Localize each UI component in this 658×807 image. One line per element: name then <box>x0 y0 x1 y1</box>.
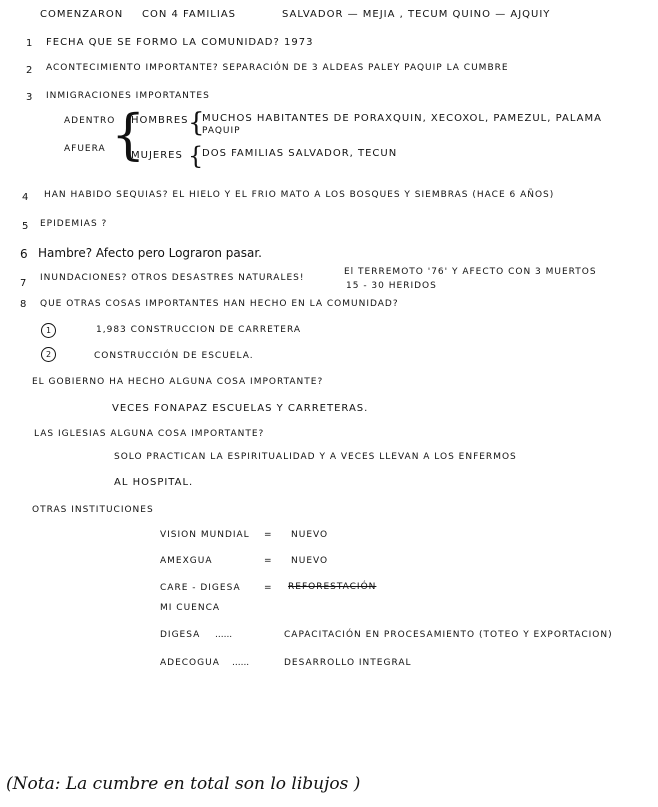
right-brace-top: { <box>188 108 205 138</box>
institution-separator: = <box>264 583 272 593</box>
item-2-text: ACONTECIMIENTO IMPORTANTE? SEPARACIÓN DE 3 ALDEAS PALEY PAQUIP LA CUMBRE <box>46 63 509 73</box>
institution-name: AMEXGUA <box>160 556 213 566</box>
migration-hombres: HOMBRES <box>131 115 189 126</box>
institution-separator: = <box>264 530 272 540</box>
institution-separator: ...... <box>232 658 250 668</box>
institution-name: DIGESA <box>160 630 201 640</box>
churches-question: LAS IGLESIAS ALGUNA COSA IMPORTANTE? <box>34 429 265 439</box>
earthquake-line-2: 15 - 30 HERIDOS <box>346 281 437 291</box>
institution-separator: ...... <box>215 630 233 640</box>
institution-value: REFORESTACIÓN <box>288 582 377 592</box>
item-4-number: 4 <box>22 192 29 203</box>
community-item-2: CONSTRUCCIÓN DE ESCUELA. <box>94 351 254 361</box>
item-7-number: 7 <box>20 278 27 289</box>
churches-answer-1: SOLO PRACTICAN LA ESPIRITUALIDAD Y A VECES LLEVAN A LOS ENFERMOS <box>114 452 517 462</box>
item-1-text: FECHA QUE SE FORMO LA COMUNIDAD? 1973 <box>46 37 314 48</box>
institution-name: VISION MUNDIAL <box>160 530 250 540</box>
institution-value: DESARROLLO INTEGRAL <box>284 658 412 668</box>
item-3-text: INMIGRACIONES IMPORTANTES <box>46 91 210 101</box>
government-answer: VECES FONAPAZ ESCUELAS Y CARRETERAS. <box>112 403 369 414</box>
item-5-text: EPIDEMIAS ? <box>40 219 108 229</box>
migration-hombres-detail-1: MUCHOS HABITANTES DE PORAXQUIN, XECOXOL, PAMEZUL, PALAMA <box>202 113 602 124</box>
migration-hombres-detail-2: PAQUIP <box>202 126 241 136</box>
migration-mujeres: MUJERES <box>131 150 183 161</box>
item-8-number: 8 <box>20 299 27 310</box>
migration-afuera: AFUERA <box>64 144 106 154</box>
item-7-text: INUNDACIONES? OTROS DESASTRES NATURALES! <box>40 273 305 283</box>
institution-name: MI CUENCA <box>160 603 221 613</box>
header-middle: CON 4 FAMILIAS <box>142 9 237 20</box>
item-4-text: HAN HABIDO SEQUIAS? EL HIELO Y EL FRIO MATO A LOS BOSQUES Y SIEMBRAS (HACE 6 AÑOS) <box>44 190 555 200</box>
header-families: SALVADOR — MEJIA , TECUM QUINO — AJQUIY <box>282 9 551 20</box>
right-brace-bottom: { <box>188 142 204 170</box>
item-6-number: 6 <box>20 247 28 261</box>
item-3-number: 3 <box>26 92 33 103</box>
government-question: EL GOBIERNO HA HECHO ALGUNA COSA IMPORTANTE? <box>32 377 324 387</box>
institution-value: NUEVO <box>291 556 329 566</box>
item-5-number: 5 <box>22 221 29 232</box>
migration-adentro: ADENTRO <box>64 116 116 126</box>
migration-mujeres-detail: DOS FAMILIAS SALVADOR, TECUN <box>202 148 398 159</box>
marker-2: 2 <box>41 347 56 362</box>
institutions-title: OTRAS INSTITUCIONES <box>32 505 154 515</box>
item-2-number: 2 <box>26 65 33 76</box>
institution-separator: = <box>264 556 272 566</box>
header-prefix: COMENZARON <box>40 9 124 20</box>
earthquake-line-1: El TERREMOTO '76' Y AFECTO CON 3 MUERTOS <box>344 267 597 277</box>
item-1-number: 1 <box>26 38 33 49</box>
left-brace: { <box>111 103 146 166</box>
marker-1: 1 <box>41 323 56 338</box>
institution-name: ADECOGUA <box>160 658 220 668</box>
community-item-1: 1,983 CONSTRUCCION DE CARRETERA <box>96 325 302 335</box>
item-6-text: Hambre? Afecto pero Lograron pasar. <box>38 246 262 260</box>
item-8-text: QUE OTRAS COSAS IMPORTANTES HAN HECHO EN LA COMUNIDAD? <box>40 299 399 309</box>
bottom-note: (Nota: La cumbre en total son lo libujos ) <box>6 774 361 794</box>
churches-answer-2: AL HOSPITAL. <box>114 477 194 488</box>
institution-name: CARE - DIGESA <box>160 583 241 593</box>
institution-value: NUEVO <box>291 530 329 540</box>
institution-value: CAPACITACIÓN EN PROCESAMIENTO (TOTEO Y EXPORTACION) <box>284 630 613 640</box>
